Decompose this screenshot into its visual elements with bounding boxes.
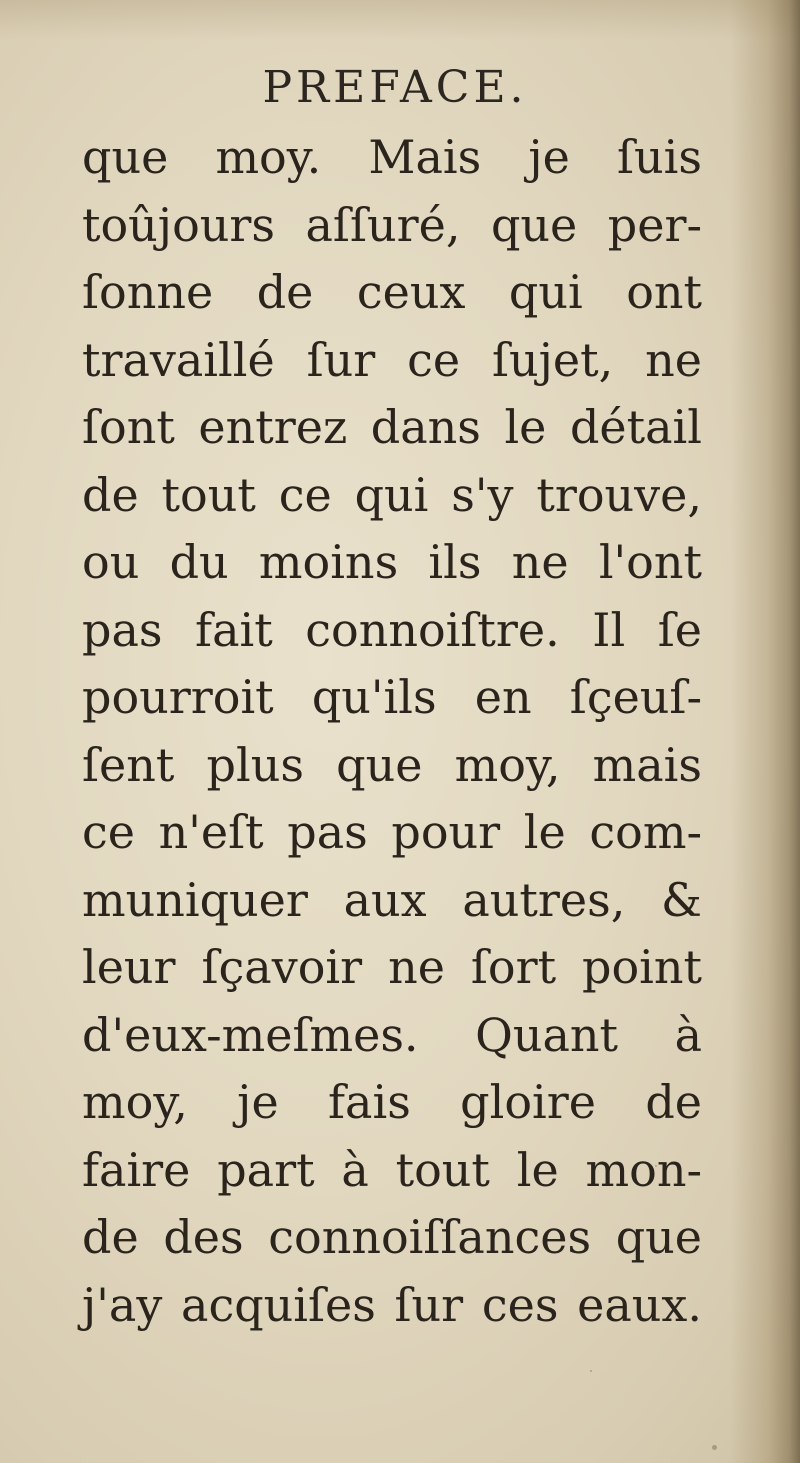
running-head: PREFACE.	[262, 62, 528, 113]
text-line: d'eux-meſmes. Quant à	[82, 1007, 702, 1062]
paper-speck	[655, 1165, 657, 1167]
text-line: que moy. Mais je ſuis	[82, 130, 702, 184]
text-line: ſent plus que moy, mais	[82, 737, 702, 792]
paper-speck	[590, 1370, 592, 1372]
text-line: toûjours aſſuré, que per-	[82, 197, 702, 252]
text-line: ſont entrez dans le détail	[82, 400, 702, 454]
text-line: leur ſçavoir ne ſort point	[82, 940, 702, 994]
text-line: moy, je fais gloire de	[82, 1075, 702, 1129]
text-line: de des connoiſſances que	[82, 1210, 702, 1264]
text-line: faire part à tout le mon-	[82, 1142, 702, 1197]
paper-speck	[150, 640, 152, 642]
text-line: ſonne de ceux qui ont	[82, 265, 702, 319]
text-line: travaillé ſur ce ſujet, ne	[82, 332, 702, 387]
page-top-shadow	[0, 0, 800, 40]
text-line: pas fait connoiſtre. Il ſe	[82, 602, 702, 657]
body-text	[82, 124, 702, 1339]
text-line: ce n'eſt pas pour le com-	[82, 805, 702, 859]
text-line: j'ay acquiſes ſur ces eaux.	[82, 1277, 702, 1332]
text-line: ou du moins ils ne l'ont	[82, 535, 702, 589]
paper-speck	[712, 1445, 717, 1450]
text-line: de tout ce qui s'y trouve,	[82, 467, 702, 522]
page-gutter-shadow	[730, 0, 800, 1463]
text-line: muniquer aux autres, &	[82, 872, 702, 927]
text-line: pourroit qu'ils en ſçeuſ-	[82, 670, 702, 724]
